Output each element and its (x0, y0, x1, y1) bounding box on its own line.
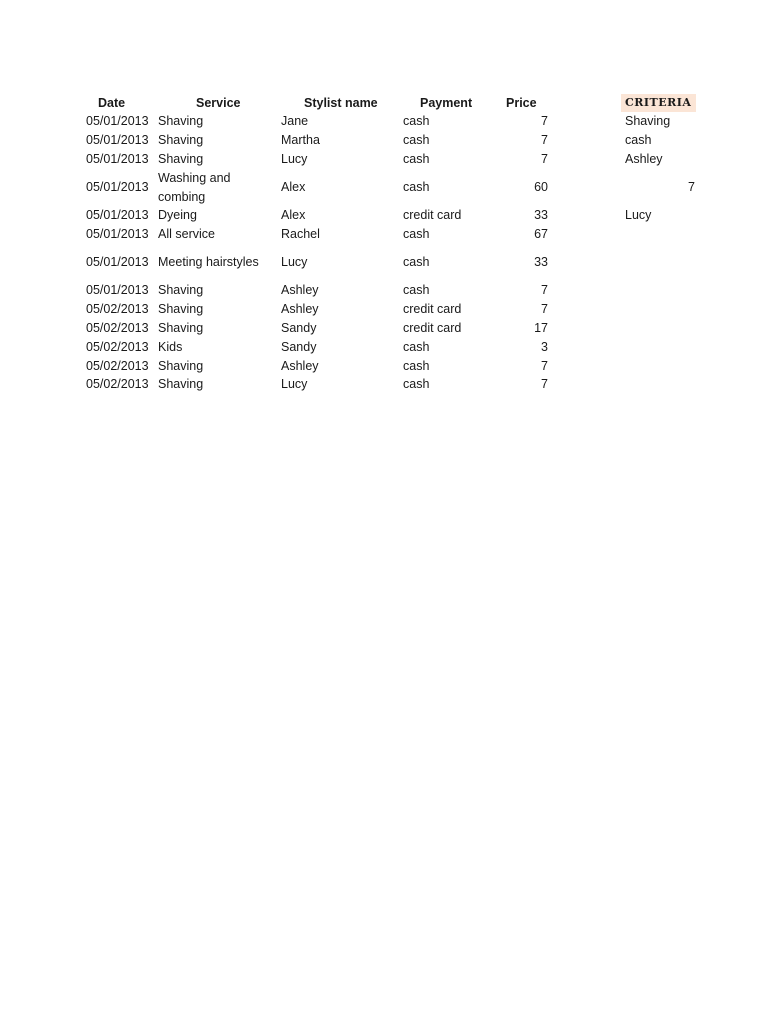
cell-payment: cash (403, 227, 430, 241)
criteria-header (621, 94, 696, 112)
cell-date: 05/01/2013 (86, 133, 149, 147)
cell-price: 3 (541, 340, 548, 354)
cell-date: 05/01/2013 (86, 283, 149, 297)
cell-payment: credit card (403, 208, 462, 222)
cell-price: 33 (534, 208, 548, 222)
table-row (0, 225, 560, 244)
cell-payment: credit card (403, 302, 462, 316)
cell-date: 05/02/2013 (86, 321, 149, 335)
cell-payment: cash (403, 114, 430, 128)
cell-date: 05/01/2013 (86, 227, 149, 241)
cell-service: Shaving (158, 114, 204, 128)
cell-payment: cash (403, 283, 430, 297)
cell-service: Shaving (158, 321, 204, 335)
table-row (0, 375, 560, 394)
cell-price: 33 (534, 255, 548, 269)
cell-payment: credit card (403, 321, 462, 335)
cell-payment: cash (403, 255, 430, 269)
header-date: Date (98, 96, 126, 110)
table-row (0, 300, 560, 319)
cell-stylist: Lucy (281, 377, 308, 391)
cell-service: Shaving (158, 152, 204, 166)
cell-stylist: Rachel (281, 227, 320, 241)
table-row (0, 150, 560, 169)
cell-stylist: Lucy (281, 152, 308, 166)
cell-payment: cash (403, 133, 430, 147)
header-stylist-name: Stylist name (304, 96, 378, 110)
table-row (0, 357, 560, 376)
cell-price: 7 (541, 377, 548, 391)
criteria-title: CRITERIA (625, 96, 692, 109)
cell-stylist: Ashley (281, 283, 319, 297)
cell-date: 05/02/2013 (86, 359, 149, 373)
cell-stylist: Ashley (281, 302, 319, 316)
cell-service: All service (158, 227, 215, 241)
cell-service: Washing and combing (158, 171, 231, 204)
cell-stylist: Martha (281, 133, 320, 147)
cell-date: 05/01/2013 (86, 255, 149, 269)
cell-payment: cash (403, 180, 430, 194)
cell-payment: cash (403, 340, 430, 354)
criteria-service: Shaving (625, 114, 671, 128)
cell-date: 05/02/2013 (86, 340, 149, 354)
criteria-stylist: Ashley (625, 152, 663, 166)
table-row (0, 131, 560, 150)
cell-price: 17 (534, 321, 548, 335)
cell-service: Shaving (158, 302, 204, 316)
cell-price: 67 (534, 227, 548, 241)
criteria-stylist-2: Lucy (625, 208, 652, 222)
cell-payment: cash (403, 377, 430, 391)
cell-stylist: Alex (281, 208, 306, 222)
cell-service: Shaving (158, 359, 204, 373)
cell-date: 05/02/2013 (86, 302, 149, 316)
cell-payment: cash (403, 152, 430, 166)
cell-stylist: Ashley (281, 359, 319, 373)
cell-stylist: Jane (281, 114, 309, 128)
table-row (0, 206, 560, 225)
cell-payment: cash (403, 359, 430, 373)
cell-price: 7 (541, 133, 548, 147)
criteria-payment: cash (625, 133, 652, 147)
cell-price: 7 (541, 302, 548, 316)
table-row (0, 244, 560, 281)
cell-price: 60 (534, 180, 548, 194)
header-service: Service (196, 96, 241, 110)
cell-date: 05/01/2013 (86, 208, 149, 222)
cell-stylist: Sandy (281, 321, 317, 335)
cell-date: 05/01/2013 (86, 114, 149, 128)
cell-service: Kids (158, 340, 183, 354)
table-row (0, 169, 560, 206)
cell-date: 05/02/2013 (86, 377, 149, 391)
cell-stylist: Lucy (281, 255, 308, 269)
table-row (0, 112, 560, 131)
cell-service: Shaving (158, 377, 204, 391)
cell-date: 05/01/2013 (86, 152, 149, 166)
cell-stylist: Alex (281, 180, 306, 194)
cell-price: 7 (541, 359, 548, 373)
cell-service: Shaving (158, 283, 204, 297)
cell-service: Dyeing (158, 208, 197, 222)
table-row (0, 281, 560, 300)
cell-service: Meeting hairstyles (158, 255, 259, 269)
criteria-value: 7 (688, 180, 695, 194)
cell-service: Shaving (158, 133, 204, 147)
header-price: Price (506, 96, 537, 110)
cell-date: 05/01/2013 (86, 180, 149, 194)
cell-stylist: Sandy (281, 340, 317, 354)
cell-price: 7 (541, 283, 548, 297)
table-row (0, 319, 560, 338)
table-row (0, 338, 560, 357)
cell-price: 7 (541, 152, 548, 166)
cell-price: 7 (541, 114, 548, 128)
header-payment: Payment (420, 96, 473, 110)
